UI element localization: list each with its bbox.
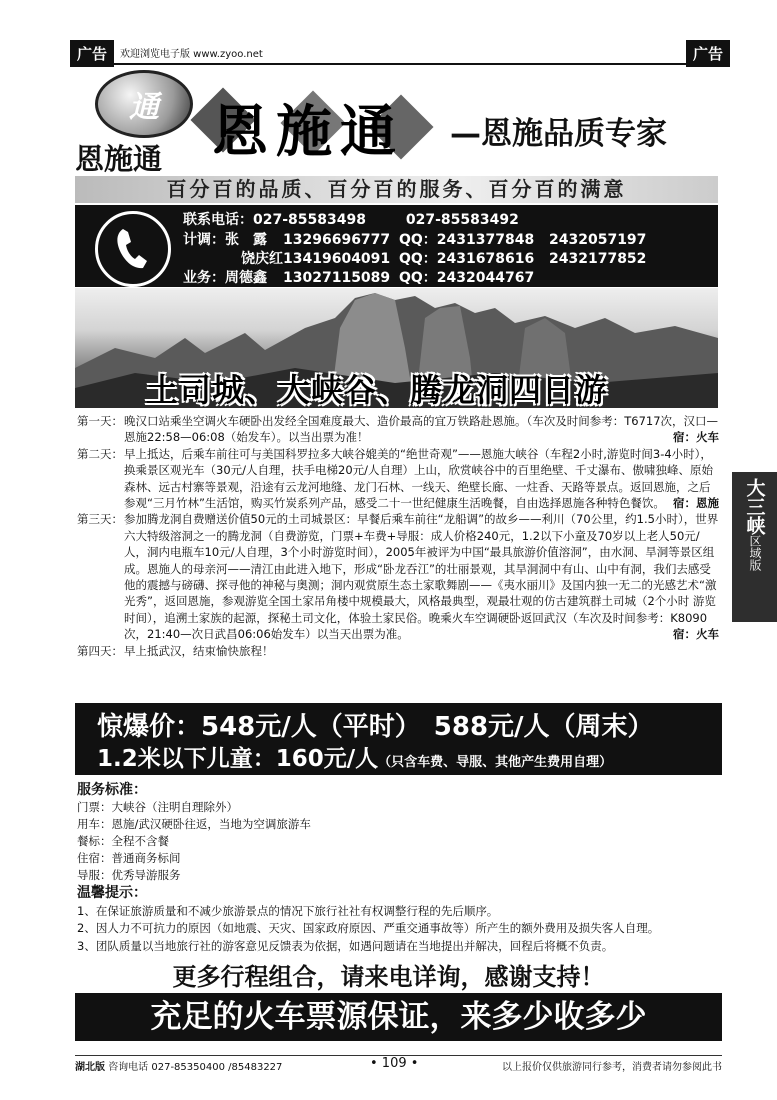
service-item: 导服：优秀导游服务 bbox=[77, 868, 181, 882]
logo-brand-name: 恩施通 bbox=[75, 142, 163, 176]
tip-item: 1、在保证旅游质量和不减少旅游景点的情况下旅行社社有权调整行程的先后顺序。 bbox=[77, 903, 499, 918]
day-stay: 宿：火车 bbox=[673, 430, 719, 445]
page-footer bbox=[75, 1055, 722, 1073]
ad-label-left: 广告 bbox=[70, 40, 114, 67]
contact-phone-label: 联系电话：027-85583498 bbox=[183, 212, 366, 228]
day-stay: 宿：火车 bbox=[673, 627, 719, 642]
footer-edition: 湖北版 bbox=[75, 1062, 105, 1073]
price-box bbox=[75, 703, 722, 775]
contact-row bbox=[183, 229, 646, 249]
header-rule bbox=[70, 63, 723, 65]
phone-icon bbox=[95, 211, 171, 287]
contact-mobile: 13296696777 bbox=[283, 232, 391, 248]
itinerary-day bbox=[77, 413, 719, 446]
service-section bbox=[77, 782, 311, 884]
day-label: 第三天： bbox=[77, 512, 123, 527]
contact-qq: QQ：2431377848 bbox=[399, 232, 535, 248]
child-price-note: （只含车费、导服、其他产生费用自理） bbox=[378, 755, 613, 770]
day-label: 第四天： bbox=[77, 643, 123, 658]
contact-role: 饶庆红 bbox=[241, 251, 283, 267]
day-text: 参加腾龙洞自费赠送价值50元的土司城景区：早餐后乘车前往“龙船调”的故乡——利川（70公里，约1.5小时），世界六大特级溶洞之一的腾龙洞（自费游览，门票+车费+导服：成人价格240元，1.2以下小童及70岁以上老人50元/人，洞内电瓶车10元/人自理，3个小时游览时间），2005年被评为中国“最具旅游价值溶洞”，由水洞、旱洞等景区组成。恩施人的母亲河——清江由此进入地下，形成“卧龙吞江”的壮丽景观，其旱洞洞中有山、山中有洞，我们去感受他的震撼与磅礴、探寻他的神秘与奥测；洞内观赏原生态土家歌舞剧——《夷水丽川》及国内独一无二的光感艺术“激光秀”，返回恩施，参观游览全国土家吊角楼中规模最大，风格最典型，观最壮观的仿古建筑群土司城（2个小时 游览时间），追溯土家族的起源，探秘土司文化，体验土家民俗。晚乘火车空调硬卧返回武汉（车次及时间参考：K8090次，21:40—次日武昌06:06始发车）以当天出票为准。 bbox=[124, 512, 719, 642]
tip-item: 2、因人力不可抗力的原因（如地震、天灾、国家政府原因、严重交通事故等）所产生的额外费用及损失客人自理。 bbox=[77, 921, 660, 935]
itinerary-day bbox=[77, 511, 719, 642]
contact-box bbox=[75, 205, 718, 287]
side-tab bbox=[732, 472, 777, 622]
service-item: 住宿：普通商务标间 bbox=[77, 851, 181, 865]
day-label: 第二天： bbox=[77, 446, 123, 461]
service-item: 用车：恩施/武汉硬卧往返，当地为空调旅游车 bbox=[77, 817, 311, 831]
more-info-banner: 更多行程组合，请来电详询，感谢支持！ bbox=[172, 963, 605, 991]
contact-qq: QQ：2432044767 bbox=[399, 270, 535, 286]
page-title: 恩施通 bbox=[212, 100, 404, 165]
contact-mobile: 13027115089 bbox=[283, 270, 391, 286]
contact-qq-2: 2432057197 bbox=[549, 232, 647, 248]
service-item: 餐标：全程不含餐 bbox=[77, 834, 169, 848]
logo-badge bbox=[95, 70, 193, 138]
side-tab-small: 区域版 bbox=[748, 535, 762, 571]
phone-icon-svg bbox=[113, 227, 153, 271]
contact-row bbox=[183, 248, 646, 268]
itinerary bbox=[77, 413, 719, 659]
ad-label-right: 广告 bbox=[686, 40, 730, 67]
contact-qq: QQ：2431678616 bbox=[399, 251, 535, 267]
page-number: • 109 • bbox=[370, 1056, 419, 1071]
footer-disclaimer: 以上报价仅供旅游同行参考，消费者请勿参阅此书 bbox=[502, 1062, 722, 1073]
day-label: 第一天： bbox=[77, 414, 123, 428]
side-tab-big: 大三峡 bbox=[743, 478, 766, 535]
contact-qq-2: 2432177852 bbox=[549, 251, 647, 267]
contact-role: 计调：张 露 bbox=[183, 232, 267, 248]
slogan-band: 百分百的品质、百分百的服务、百分百的满意 bbox=[75, 176, 718, 203]
day-text: 早上抵武汉，结束愉快旅程！ bbox=[124, 643, 274, 658]
service-heading: 服务标准： bbox=[77, 782, 147, 798]
contact-phone-2: 027-85583492 bbox=[405, 212, 519, 228]
itinerary-day bbox=[77, 446, 719, 512]
day-text: 早上抵达，后乘车前往可与美国科罗拉多大峡谷媲美的“绝世奇观”——恩施大峡谷（车程2小时,游览时间3-4小时），换乘景区观光车（30元/人自理，扶手电梯20元/人自理）上山，欣赏峡谷中的百里绝壁、千丈瀑布、傲啸独峰、原始森林、远古村寨等景观，沿途有云龙河地缝、龙门石林、一线天、绝壁长廊、一炷香、天路等景点。返回恩施，之后参观“三月竹林”生活馆，购买竹炭系列产品，感受二十一世纪健康生活晚餐，自由选择恩施各种特色餐饮。 bbox=[124, 446, 714, 511]
tour-title: 土司城、大峡谷、腾龙洞四日游 bbox=[146, 371, 609, 409]
tips-heading: 温馨提示： bbox=[77, 885, 147, 901]
contact-row bbox=[183, 267, 549, 287]
service-item: 门票：大峡谷（注明自理除外） bbox=[77, 800, 238, 814]
price-line-child bbox=[97, 740, 612, 773]
day-text: 晚汉口站乘坐空调火车硬卧出发经全国难度最大、造价最高的宜万铁路赴恩施。（车次及时间参考：T6717次，汉口—恩施22:58—06:08（始发车）。以当出票为准！ bbox=[124, 414, 719, 445]
title-slogan: —恩施品质专家 bbox=[450, 116, 667, 152]
footer-phone: 咨询电话 027-85350400 /85483227 bbox=[108, 1062, 283, 1073]
contact-mobile: 13419604091 bbox=[283, 251, 391, 267]
welcome-text: 欢迎浏览电子版 www.zyoo.net bbox=[120, 49, 263, 60]
day-stay: 宿：恩施 bbox=[673, 496, 719, 511]
itinerary-day bbox=[77, 643, 719, 659]
ticket-banner: 充足的火车票源保证，来多少收多少 bbox=[75, 993, 722, 1041]
logo-badge-char: 通 bbox=[129, 90, 159, 125]
tips-section bbox=[77, 885, 659, 955]
child-price: 1.2米以下儿童：160元/人 bbox=[97, 746, 379, 772]
price-line-adult: 惊爆价：548元/人（平时） 588元/人（周末） bbox=[97, 712, 654, 742]
tip-item: 3、团队质量以当地旅行社的游客意见反馈表为依据，如遇问题请在当地提出并解决，回程后将概不负责。 bbox=[77, 938, 614, 953]
contact-role: 业务：周德鑫 bbox=[183, 270, 267, 286]
